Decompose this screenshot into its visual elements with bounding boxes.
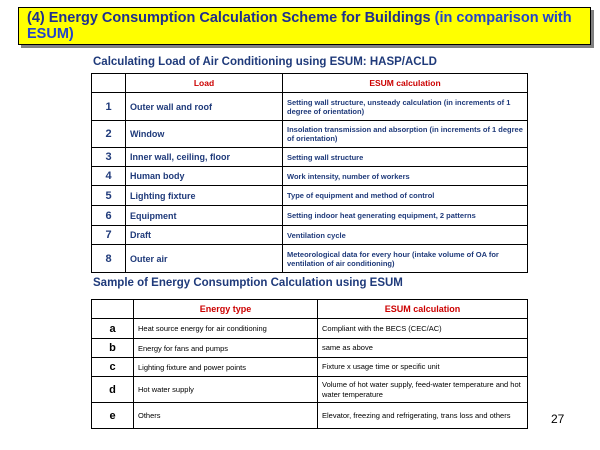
table-row	[92, 358, 528, 377]
title-highlight: (in comparison with ESUM)	[27, 10, 572, 42]
esum-cell: Setting indoor heat generating equipment, 2 patterns	[283, 206, 528, 226]
table-row	[92, 186, 528, 206]
table-header-row	[92, 74, 528, 93]
row-letter: e	[92, 403, 134, 429]
load-cell: Outer air	[126, 245, 283, 273]
load-cell: Draft	[126, 226, 283, 245]
table-header-row	[92, 300, 528, 319]
header-blank	[92, 300, 134, 319]
row-number: 4	[92, 167, 126, 186]
header-esum: ESUM calculation	[318, 300, 528, 319]
header-blank	[92, 74, 126, 93]
load-cell: Lighting fixture	[126, 186, 283, 206]
page-number: 27	[551, 412, 565, 426]
table-row	[92, 339, 528, 358]
esum-cell: Volume of hot water supply, feed-water temperature and hot water temperature	[318, 377, 528, 403]
esum-cell: Ventilation cycle	[283, 226, 528, 245]
title-box	[18, 7, 591, 45]
energy-type-cell: Heat source energy for air conditioning	[134, 319, 318, 339]
energy-type-cell: Lighting fixture and power points	[134, 358, 318, 377]
energy-type-cell: Hot water supply	[134, 377, 318, 403]
table-row	[92, 245, 528, 273]
row-number: 6	[92, 206, 126, 226]
row-number: 5	[92, 186, 126, 206]
load-cell: Outer wall and roof	[126, 93, 283, 121]
esum-cell: Meteorological data for every hour (intake volume of OA for ventilation of air conditioning)	[283, 245, 528, 273]
energy-table	[91, 299, 528, 429]
table-row	[92, 403, 528, 429]
load-table	[91, 73, 528, 273]
row-letter: a	[92, 319, 134, 339]
row-number: 1	[92, 93, 126, 121]
energy-type-cell: Others	[134, 403, 318, 429]
esum-cell: same as above	[318, 339, 528, 358]
esum-cell: Fixture x usage time or specific unit	[318, 358, 528, 377]
table-row	[92, 226, 528, 245]
table-row	[92, 121, 528, 148]
row-number: 8	[92, 245, 126, 273]
header-load: Load	[126, 74, 283, 93]
load-cell: Equipment	[126, 206, 283, 226]
row-letter: c	[92, 358, 134, 377]
row-letter: d	[92, 377, 134, 403]
row-letter: b	[92, 339, 134, 358]
table-row	[92, 319, 528, 339]
esum-cell: Setting wall structure, unsteady calculation (in increments of 1 degree of orientation)	[283, 93, 528, 121]
header-energy-type: Energy type	[134, 300, 318, 319]
energy-type-cell: Energy for fans and pumps	[134, 339, 318, 358]
table-row	[92, 206, 528, 226]
row-number: 3	[92, 148, 126, 167]
table-row	[92, 377, 528, 403]
table-row	[92, 167, 528, 186]
esum-cell: Setting wall structure	[283, 148, 528, 167]
row-number: 2	[92, 121, 126, 148]
header-esum: ESUM calculation	[283, 74, 528, 93]
esum-cell: Insolation transmission and absorption (in increments of 1 degree of orientation)	[283, 121, 528, 148]
table-row	[92, 93, 528, 121]
table-row	[92, 148, 528, 167]
title-main: (4) Energy Consumption Calculation Scheme for Buildings	[27, 10, 431, 26]
slide-title	[27, 10, 587, 42]
load-cell: Human body	[126, 167, 283, 186]
row-number: 7	[92, 226, 126, 245]
section1-title: Calculating Load of Air Conditioning using ESUM: HASP/ACLD	[93, 56, 437, 68]
esum-cell: Elevator, freezing and refrigerating, trans loss and others	[318, 403, 528, 429]
esum-cell: Type of equipment and method of control	[283, 186, 528, 206]
esum-cell: Compliant with the BECS (CEC/AC)	[318, 319, 528, 339]
load-cell: Inner wall, ceiling, floor	[126, 148, 283, 167]
section2-title: Sample of Energy Consumption Calculation using ESUM	[93, 277, 403, 289]
load-cell: Window	[126, 121, 283, 148]
esum-cell: Work intensity, number of workers	[283, 167, 528, 186]
